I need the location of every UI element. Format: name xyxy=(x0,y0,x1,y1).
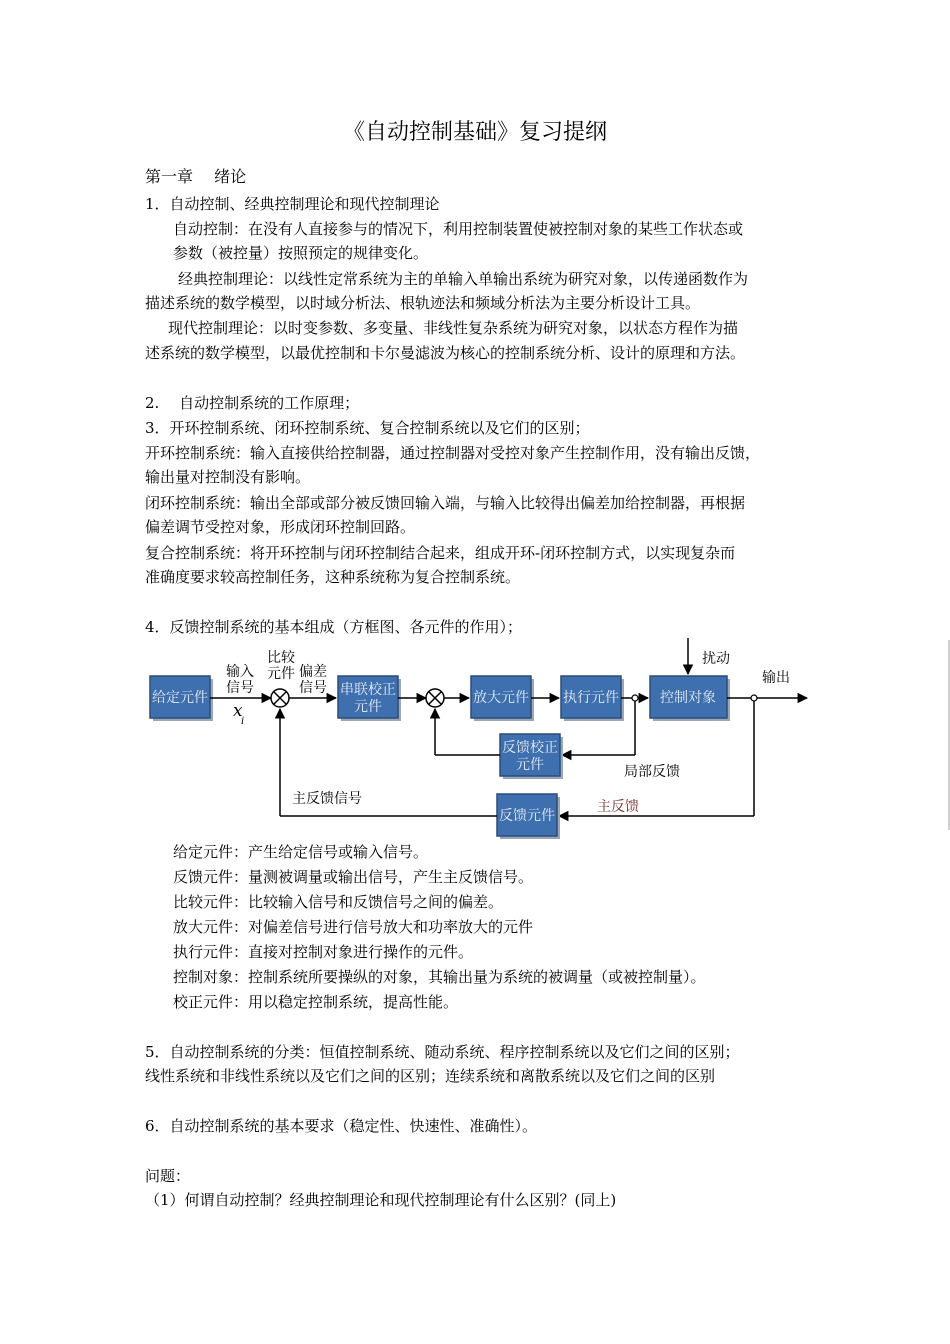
def-actuator: 执行元件：直接对控制对象进行操作的元件。 xyxy=(173,943,474,961)
closed-loop-line2: 偏差调节受控对象，形成闭环控制回路。 xyxy=(145,518,416,536)
input-signal-label-1: 输入 xyxy=(226,664,254,680)
disturbance-label: 扰动 xyxy=(702,651,730,667)
section-5-line1: 5．自动控制系统的分类：恒值控制系统、随动系统、程序控制系统以及它们之间的区别； xyxy=(145,1043,740,1061)
def-correction: 校正元件：用以稳定控制系统，提高性能。 xyxy=(173,993,459,1011)
def-feedback: 反馈元件：量测被调量或输出信号，产生主反馈信号。 xyxy=(173,868,534,886)
feedback-correction-label-2: 元件 xyxy=(516,757,544,773)
input-symbol: x xyxy=(233,701,243,721)
main-takeoff-point xyxy=(751,695,757,701)
local-feedback-label: 局部反馈 xyxy=(624,764,680,780)
compare-label-1: 比较 xyxy=(267,650,295,666)
local-takeoff-point xyxy=(632,695,638,701)
def-compare: 比较元件：比较输入信号和反馈信号之间的偏差。 xyxy=(173,893,504,911)
auto-control-def-line2: 参数（被控量）按照预定的规律变化。 xyxy=(173,244,429,262)
output-label: 输出 xyxy=(762,670,790,686)
classical-theory-line1: 经典控制理论：以线性定常系统为主的单输入单输出系统为研究对象，以传递函数作为 xyxy=(178,270,749,288)
compound-line1: 复合控制系统：将开环控制与闭环控制结合起来，组成开环-闭环控制方式，以实现复杂而 xyxy=(145,544,736,562)
input-symbol-subscript: i xyxy=(241,716,245,727)
open-loop-line2: 输出量对控制没有影响。 xyxy=(145,468,311,486)
section-3-heading: 3．开环控制系统、闭环控制系统、复合控制系统以及它们的区别； xyxy=(145,419,590,437)
open-loop-line1: 开环控制系统：输入直接供给控制器，通过控制器对受控对象产生控制作用，没有输出反馈， xyxy=(145,444,761,462)
def-plant: 控制对象：控制系统所要操纵的对象，其输出量为系统的被调量（或被控制量）。 xyxy=(173,968,706,986)
plant-label: 控制对象 xyxy=(660,690,716,706)
def-given: 给定元件：产生给定信号或输入信号。 xyxy=(173,843,429,861)
given-element-label: 给定元件 xyxy=(152,690,208,706)
compare-label-2: 元件 xyxy=(267,666,295,682)
closed-loop-line1: 闭环控制系统：输出全部或部分被反馈回输入端，与输入比较得出偏差加给控制器，再根据 xyxy=(145,494,746,512)
chapter-heading: 第一章 绪论 xyxy=(145,167,247,186)
def-amplifier: 放大元件：对偏差信号进行信号放大和功率放大的元件 xyxy=(173,918,534,936)
section-1-heading: 1．自动控制、经典控制理论和现代控制理论 xyxy=(145,195,440,213)
classical-theory-line2: 描述系统的数学模型，以时域分析法、根轨迹法和频域分析法为主要分析设计工具。 xyxy=(145,294,701,312)
section-5-line2: 线性系统和非线性系统以及它们之间的区别；连续系统和离散系统以及它们之间的区别 xyxy=(145,1067,716,1085)
error-signal-label-2: 信号 xyxy=(299,680,327,696)
section-2-heading: 2. 自动控制系统的工作原理； xyxy=(145,394,360,412)
modern-theory-line1: 现代控制理论：以时变参数、多变量、非线性复杂系统为研究对象，以状态方程作为描 xyxy=(168,319,739,337)
amplifier-label: 放大元件 xyxy=(473,690,529,706)
feedback-block-diagram xyxy=(140,636,820,841)
series-correction-label-2: 元件 xyxy=(354,699,382,715)
actuator-label: 执行元件 xyxy=(563,690,619,706)
auto-control-def-line1: 自动控制：在没有人直接参与的情况下，利用控制装置使被控制对象的某些工作状态或 xyxy=(173,220,744,238)
feedback-correction-label-1: 反馈校正 xyxy=(502,740,558,756)
question-1: （1）何谓自动控制？经典控制理论和现代控制理论有什么区别？(同上) xyxy=(145,1191,617,1209)
series-correction-label-1: 串联校正 xyxy=(340,682,396,698)
page-title: 《自动控制基础》复习提纲 xyxy=(342,120,607,145)
questions-label: 问题： xyxy=(145,1167,191,1185)
compound-line2: 准确度要求较高控制任务，这种系统称为复合控制系统。 xyxy=(145,568,521,586)
section-6-heading: 6．自动控制系统的基本要求（稳定性、快速性、准确性）。 xyxy=(145,1117,538,1135)
feedback-element-label: 反馈元件 xyxy=(499,808,555,824)
modern-theory-line2: 述系统的数学模型，以最优控制和卡尔曼滤波为核心的控制系统分析、设计的原理和方法。 xyxy=(145,344,746,362)
section-4-heading: 4．反馈控制系统的基本组成（方框图、各元件的作用）； xyxy=(145,618,523,636)
main-feedback-signal-label: 主反馈信号 xyxy=(292,791,362,807)
input-signal-label-2: 信号 xyxy=(226,680,254,696)
main-feedback-label: 主反馈 xyxy=(597,799,639,815)
error-signal-label-1: 偏差 xyxy=(299,664,327,680)
